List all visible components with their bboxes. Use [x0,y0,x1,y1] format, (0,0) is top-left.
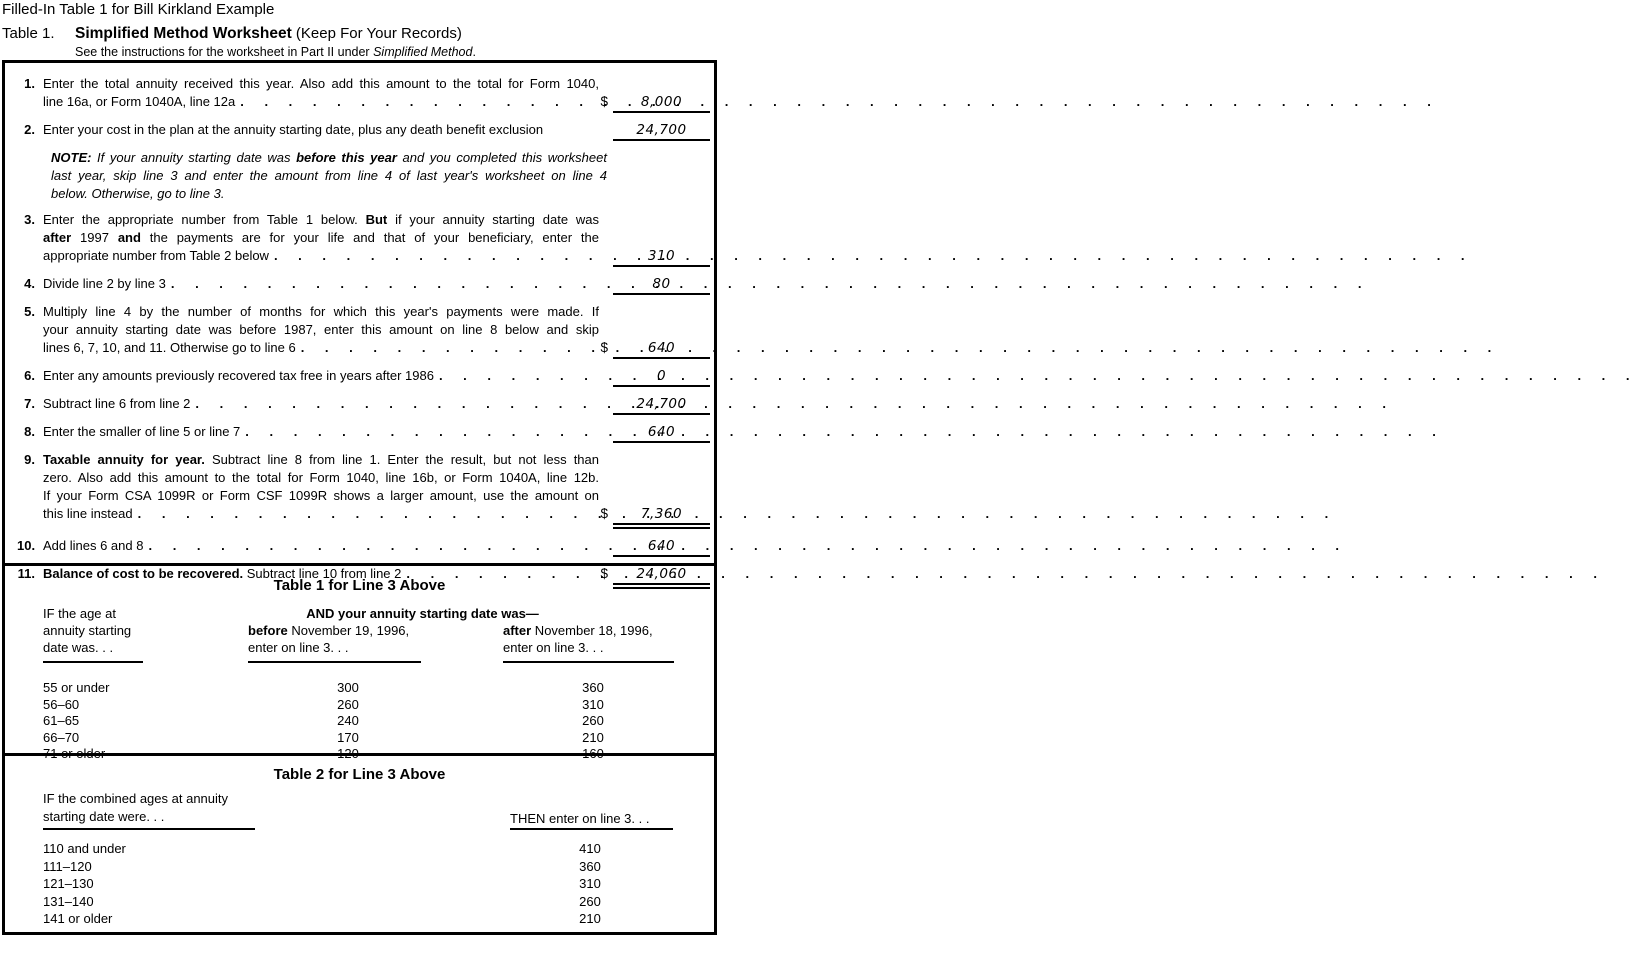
after-value: 260 [582,713,604,728]
worksheet-title: Simplified Method Worksheet [75,25,292,42]
after-value: 210 [582,729,604,745]
before-value: 260 [337,696,359,712]
line-number: 4. [24,276,35,291]
dollar-sign: $ [600,340,608,355]
dot-leader [269,247,613,265]
before-value: 240 [337,713,359,728]
line-text: Enter any amounts previously recovered tax free in years after 1986 [43,368,434,383]
age-cell: 71 or older [43,746,106,761]
dollar-sign: $ [600,566,608,581]
table-row [5,713,714,730]
after-value: 360 [582,680,604,695]
enter-value: 310 [579,876,601,891]
dot-leader [240,423,613,441]
line-8-amount: 640 [613,425,710,443]
table-row [5,680,714,697]
table-label: Table 1. [2,25,55,42]
header-text: date was. . . [43,640,114,655]
worksheet-line-1 [17,75,710,113]
line-text: your annuity starting date was before 1987, enter this amount on line 8 below and skip [43,322,599,337]
line-text-bold: Balance of cost to be recovered. [43,566,244,581]
enter-value: 260 [579,893,601,909]
line-9-amount: 7,360 [613,507,710,529]
line-text: this line instead [43,506,133,521]
dollar-sign: $ [600,506,608,521]
age-cell: 61–65 [43,713,80,728]
dot-leader [235,93,592,111]
table-row [5,746,714,763]
header-text: November 19, 1996, [287,623,410,638]
worksheet-line-6 [17,367,710,387]
line-number: 1. [24,76,35,91]
line-3-amount: 310 [613,249,710,267]
dot-leader [166,275,613,293]
worksheet-box [2,60,717,935]
header-text-bold: before [248,623,288,638]
before-value: 300 [337,680,359,695]
table-row [5,910,714,928]
table-row [5,840,714,858]
enter-value: 410 [579,841,601,856]
line-number: 7. [24,396,35,411]
age-cell: 56–60 [43,696,80,712]
header-text-bold: after [503,623,532,638]
combined-ages-cell: 111–120 [43,858,92,874]
line-text-bold: Taxable annuity for year. [43,452,205,467]
worksheet-line-5 [17,303,710,359]
line-7-amount: 24,700 [613,397,710,415]
table-row [5,858,714,876]
worksheet-line-2 [17,121,710,141]
subtitle-italic-text: Simplified Method [373,45,473,59]
note-text: last year, skip line 3 and enter the amount from line 4 of last year's worksheet on line 4 [51,168,607,183]
header-text: November 18, 1996, [531,623,653,638]
line-text: zero. Also add this amount to the total for Form 1040, line 16b, or Form 1040A, line 12b. [43,470,599,485]
line-text: Enter your cost in the plan at the annuity starting date, plus any death benefit exclusion [43,122,544,137]
line-number: 6. [24,368,35,383]
combined-ages-cell: 110 and under [43,841,126,856]
worksheet-line-3 [17,211,710,267]
worksheet-title-line [75,25,476,43]
header-text: enter on line 3. . . [503,640,604,655]
worksheet-line-10 [17,537,710,557]
line-5-amount: 640 [613,341,710,359]
line-text: Subtract line 8 from line 1. Enter the result, but not less than [204,452,599,467]
line-number: 5. [24,304,35,319]
table2-rows [5,840,714,928]
note-label: NOTE: [51,150,92,165]
table1-span-header: AND your annuity starting date was— [306,606,539,621]
line-number: 2. [24,122,35,137]
age-cell: 66–70 [43,729,80,745]
dot-leader [133,505,593,523]
table-row [5,875,714,893]
dot-leader [143,537,613,555]
line-2-amount: 24,700 [613,123,710,141]
line-1-amount: 8,000 [613,95,710,113]
worksheet-note [51,149,607,203]
worksheet-line-4 [17,275,710,295]
line-text: Subtract line 6 from line 2 [43,396,191,411]
combined-ages-cell: 131–140 [43,893,94,909]
header-text: starting date were. . . [43,809,165,824]
line-text: lines 6, 7, 10, and 11. Otherwise go to line 6 [43,340,296,355]
line-text: Enter the smaller of line 5 or line 7 [43,424,241,439]
table1-rows [5,680,714,763]
line-4-amount: 80 [613,277,710,295]
line-text: appropriate number from Table 2 below [43,248,269,263]
after-value: 310 [582,696,604,712]
line-text: If your Form CSA 1099R or Form CSF 1099R shows a larger amount, use the amount on [43,488,599,503]
dollar-sign: $ [600,94,608,109]
line-number: 11. [17,566,35,581]
note-text: and you completed this worksheet [396,150,607,165]
after-value: 160 [582,746,604,761]
table1-title: Table 1 for Line 3 Above [273,577,446,594]
table1-age-column-header [43,605,143,663]
worksheet-line-9 [17,451,710,529]
line-text-bold: and [117,230,141,245]
line-number: 3. [24,212,35,227]
line-6-amount: 0 [613,369,710,387]
line-number: 8. [24,424,35,439]
line-text: line 16a, or Form 1040A, line 12a [43,94,236,109]
table2-section [5,753,714,926]
table2-ages-column-header [43,790,255,830]
enter-value: 210 [579,911,601,926]
table2-enter-column-header: THEN enter on line 3. . . [510,810,673,830]
worksheet-title-suffix: (Keep For Your Records) [295,25,462,42]
subtitle-period: . [472,45,476,59]
table1-header [5,605,714,673]
note-text: below. Otherwise, go to line 3. [51,186,225,201]
table1-section [5,563,714,761]
enter-value: 360 [579,858,601,874]
table2-header [5,790,714,834]
header-text: IF the combined ages at annuity [43,791,229,806]
subtitle-text: See the instructions for the worksheet in Part II under [75,45,374,59]
worksheet-line-7 [17,395,710,415]
note-bold-text: before this year [296,150,397,165]
line-text-bold: after [43,230,72,245]
header-text: annuity starting [43,623,132,638]
page-header [2,1,719,59]
line-text: Enter the appropriate number from Table 1 below. [43,212,366,227]
before-value: 170 [337,729,359,745]
combined-ages-cell: 141 or older [43,911,113,926]
line-text: Add lines 6 and 8 [43,538,144,553]
table-row [5,697,714,714]
dot-leader [190,395,613,413]
line-number: 10. [17,538,36,553]
line-text-bold: But [365,212,388,227]
table-row [5,730,714,747]
line-text: the payments are for your life and that of your beneficiary, enter the [140,230,599,245]
header-text: IF the age at [43,606,116,621]
worksheet-line-8 [17,423,710,443]
page-title: Filled-In Table 1 for Bill Kirkland Example [2,1,275,18]
worksheet-section [5,63,714,582]
note-text: If your annuity starting date was [91,150,297,165]
combined-ages-cell: 121–130 [43,876,94,891]
line-text: Divide line 2 by line 3 [43,276,166,291]
header-text: enter on line 3. . . [248,640,349,655]
line-text: 1997 [71,230,118,245]
age-cell: 55 or under [43,680,110,695]
dot-leader [296,339,593,357]
table-row [5,893,714,911]
dot-leader [434,367,613,385]
line-text: Enter the total annuity received this year. Also add this amount to the total for Form 1040, [43,76,599,91]
table2-title: Table 2 for Line 3 Above [273,766,446,783]
line-11-amount: 24,060 [613,567,710,589]
worksheet-title-row [2,25,719,59]
line-text: if your annuity starting date was [387,212,599,227]
table1-after-column-header [503,622,674,663]
table1-before-column-header [248,622,421,663]
worksheet-subtitle [75,45,476,59]
line-number: 9. [24,452,35,467]
line-10-amount: 640 [613,539,710,557]
line-text: Subtract line 10 from line 2 [243,566,402,581]
line-text: Multiply line 4 by the number of months for which this year's payments were made. If [43,304,599,319]
before-value: 120 [337,746,359,761]
